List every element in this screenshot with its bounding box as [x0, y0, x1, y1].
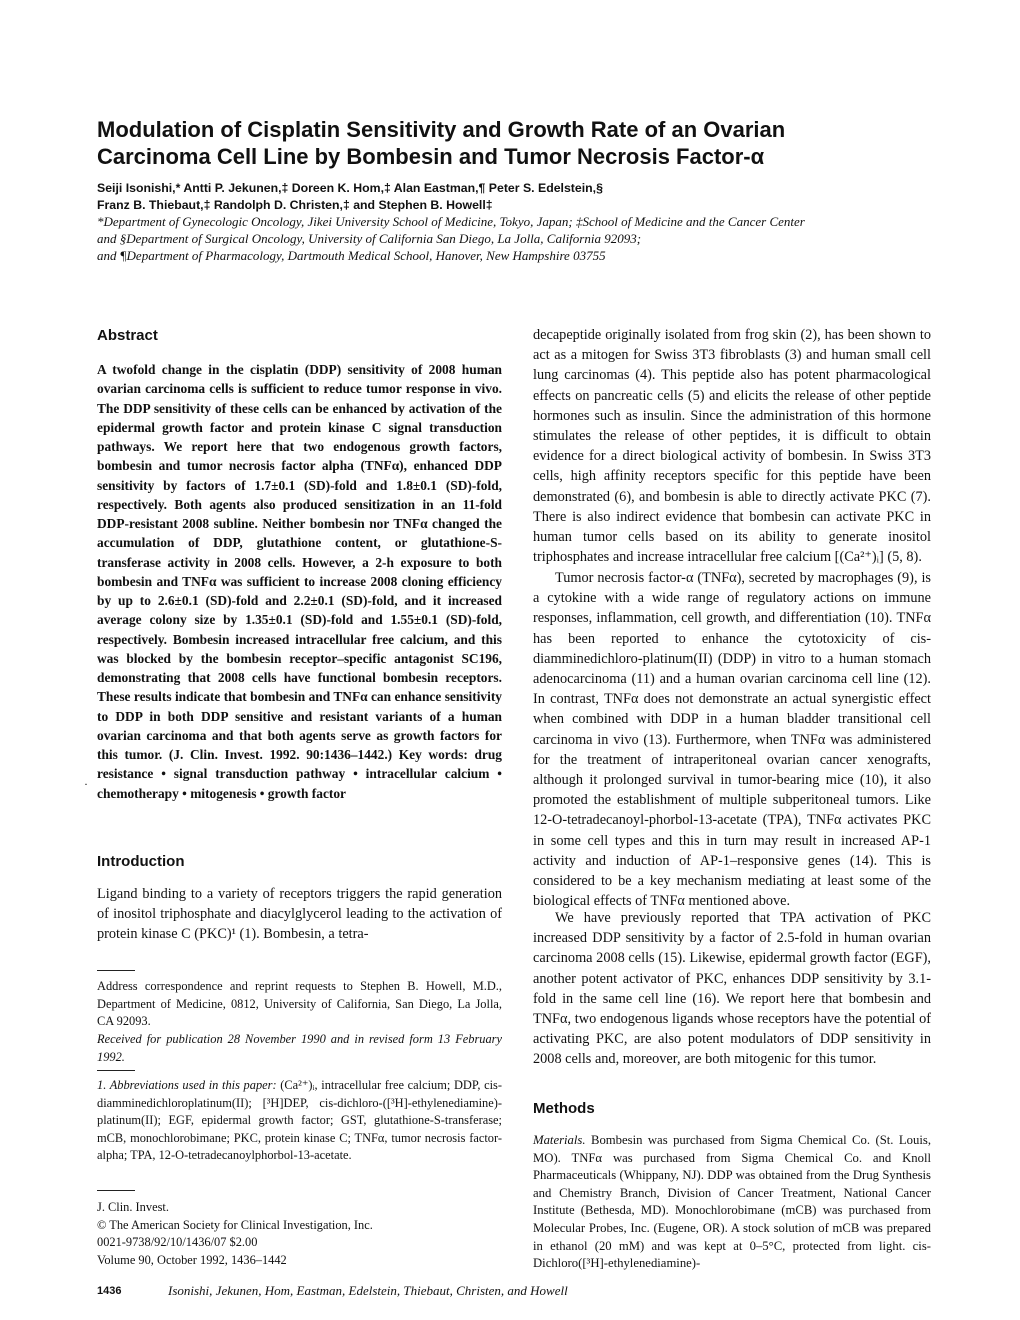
running-head: Isonishi, Jekunen, Hom, Eastman, Edelstein, Thiebaut, Christen, and Howell — [168, 1283, 568, 1298]
journal-volume: Volume 90, October 1992, 1436–1442 — [97, 1252, 287, 1267]
intro-paragraph-3: We have previously reported that TPA activation of PKC increased DDP sensitivity by a factor of 2.5-fold in human ovarian carcinoma 2008 cells (15). Likewise, epidermal growth factor (EGF), another potent activator of PKC, enhances DDP sensitivity by 3.1-fold in the same cell line (16). We report here that bombesin and TNFα, two endogenous ligands whose receptors have the potential of activating PKC, are also potent modulators of DDP sensitivity in 2008 cells and, moreover, are both mitogenic for this tumor. — [533, 910, 931, 1068]
abstract-heading: Abstract — [97, 327, 158, 344]
abstract-text: A twofold change in the cisplatin (DDP) sensitivity of 2008 human ovarian carcinoma cells is sufficient to reduce tumor response in vivo. The DDP sensitivity of these cells can be enhanced by activation of the epidermal growth factor and protein kinase C signal transduction pathways. We report here that two endogenous growth factors, bombesin and tumor necrosis factor alpha (TNFα), enhanced DDP sensitivity by factors of 1.7±0.1 (SD)-fold and 1.8±0.1 (SD)-fold, respectively. Both agents also produced sensitization in an 11-fold DDP-resistant 2008 subline. Neither bombesin nor TNFα changed the accumulation of DDP, glutathione content, or glutathione-S-transferase activity in 2008 cells. However, a 2-h exposure to both bombesin and TNFα was sufficient to increase 2008 cloning efficiency by up to 2.6±0.1 (SD)-fold and 2.2±0.1 (SD)-fold, and it increased average colony size by 1.35±0.1 (SD)-fold and 1.55±0.1 (SD)-fold, respectively. Bombesin increased intracellular free calcium, and this was blocked by the bombesin receptor–specific antagonist SC196, demonstrating that 2008 cells have functional bombesin receptors. These results indicate that bombesin and TNFα can enhance sensitivity to DDP in both DDP sensitive and resistant variants of a human ovarian carcinoma and that both agents serve as growth factors for this tumor. (J. Clin. Invest. 1992. 90:1436–1442.) Key words: drug resistance • signal transduction pathway • intracellular calcium • chemotherapy • mitogenesis • growth factor — [97, 362, 502, 801]
authors-line-1: Seiji Isonishi,* Antti P. Jekunen,‡ Doreen K. Hom,‡ Alan Eastman,¶ Peter S. Edelstein,§ — [97, 181, 603, 195]
journal-info — [97, 1199, 502, 1269]
affiliation-line-2: and §Department of Surgical Oncology, University of California San Diego, La Jolla, California 92093; — [97, 231, 642, 246]
footnote-divider-2 — [97, 1070, 135, 1071]
footnote-received: Received for publication 28 November 1990 and in revised form 13 February 1992. — [97, 1032, 502, 1064]
materials-paragraph — [533, 1132, 931, 1273]
footnote-abbreviations — [97, 1077, 502, 1165]
title-line-1: Modulation of Cisplatin Sensitivity and Growth Rate of an Ovarian — [97, 117, 786, 142]
materials-label: Materials. — [533, 1133, 586, 1147]
abbreviations-text: (Ca²⁺)ᵢ, intracellular free calcium; DDP, cis-diamminedichloroplatinum(II); [³H]DEP, cis-dichloro-([³H]-ethylenediamine)-platinum(II); EGF, epidermal growth factor; GST, glutathione-S-transferase; mCB, monochlorobimane; PKC, protein kinase C; TNFα, tumor necrosis factor-alpha; TPA, 12-O-tetradecanoylphorbol-13-acetate. — [97, 1078, 502, 1162]
journal-divider — [97, 1190, 135, 1191]
page-number: 1436 — [97, 1285, 122, 1297]
title-line-2: Carcinoma Cell Line by Bombesin and Tumor Necrosis Factor-α — [97, 144, 765, 169]
footnote-address: Address correspondence and reprint requests to Stephen B. Howell, M.D., Department of Medicine, 0812, University of California, San Diego, La Jolla, CA 92093. — [97, 979, 502, 1028]
journal-copyright: © The American Society for Clinical Investigation, Inc. — [97, 1217, 373, 1232]
affiliation-line-3: and ¶Department of Pharmacology, Dartmouth Medical School, Hanover, New Hampshire 03755 — [97, 248, 606, 263]
intro-paragraph-1: decapeptide originally isolated from frog skin (2), has been shown to act as a mitogen for Swiss 3T3 fibroblasts (3) and human small cell lung carcinomas (4). This peptide also has potent pharmacological effects on pancreatic cells (5) and elicits the release of other peptide hormones such as insulin. Since the administration of this hormone stimulates the release of other peptides, it is difficult to obtain evidence for a direct biological activity of bombesin. In Swiss 3T3 cells, high affinity receptors specific for this peptide have been demonstrated (6), and bombesin is able to directly activate PKC (7). There is also indirect evidence that bombesin can activate PKC in human tumor cells based on its ability to generate inositol triphosphates and increase intracellular free calcium [(Ca²⁺)ᵢ] (5, 8). — [533, 327, 931, 566]
affiliation-line-1: *Department of Gynecologic Oncology, Jikei University School of Medicine, Tokyo, Japan; ‡School of Medicine and the Cancer Center — [97, 214, 805, 229]
intro-paragraph-2: Tumor necrosis factor-α (TNFα), secreted by macrophages (9), is a cytokine with a wide range of regulatory actions on immune responses, inflammation, cell growth, and differentiation (10). TNFα has been reported to enhance the cytotoxicity of cis-diamminedichloro-platinum(II) (DDP) in vitro to a human stomach adenocarcinoma (11) and a human ovarian carcinoma cell line (12). In contrast, TNFα does not demonstrate an actual synergistic effect when combined with DDP in a human bladder transitional cell carcinoma in vivo (13). Furthermore, when TNFα was administered for the treatment of intraperitoneal ovarian cancer xenografts, although it prolonged survival in tumor-bearing mice (10), it also promoted the establishment of multiple subperitoneal tumors. Like 12-O-tetradecanoyl-phorbol-13-acetate (TPA), TNFα activates PKC in some cell types and this in turn may result in increased AP-1 activity and induction of AP-1–responsive genes (14). This is considered to be a key mechanism mediating at least some of the biological effects of TNFα mentioned above. — [533, 570, 931, 910]
margin-mark: · — [84, 777, 88, 791]
author-list — [97, 180, 957, 214]
footnote-divider — [97, 970, 135, 971]
journal-issn: 0021-9738/92/10/1436/07 $2.00 — [97, 1235, 258, 1250]
journal-name: J. Clin. Invest. — [97, 1200, 169, 1214]
methods-heading: Methods — [533, 1100, 595, 1117]
paper-title — [97, 116, 957, 170]
introduction-text: Ligand binding to a variety of receptors triggers the rapid generation of inositol triphosphate and diacylglycerol leading to the activation of protein kinase C (PKC)¹ (1). Bombesin, a tetra- — [97, 886, 502, 943]
introduction-heading: Introduction — [97, 853, 185, 870]
affiliations — [97, 213, 957, 264]
abbreviations-label: 1. Abbreviations used in this paper: — [97, 1078, 277, 1092]
materials-text: Bombesin was purchased from Sigma Chemical Co. (St. Louis, MO). TNFα was purchased from Sigma Chemical Co. and Knoll Pharmaceuticals (Whippany, NJ). DDP was obtained from the Drug Synthesis and Chemistry Branch, Division of Cancer Treatment, National Cancer Institute (Bethesda, MD). Monochlorobimane (mCB) was purchased from Molecular Probes, Inc. (Eugene, OR). A stock solution of mCB was prepared in ethanol (20 mM) and was kept at 0–5°C, protected from light. cis-Dichloro([³H]-ethylenediamine)- — [533, 1133, 932, 1271]
authors-line-2: Franz B. Thiebaut,‡ Randolph D. Christen,‡ and Stephen B. Howell‡ — [97, 198, 493, 212]
